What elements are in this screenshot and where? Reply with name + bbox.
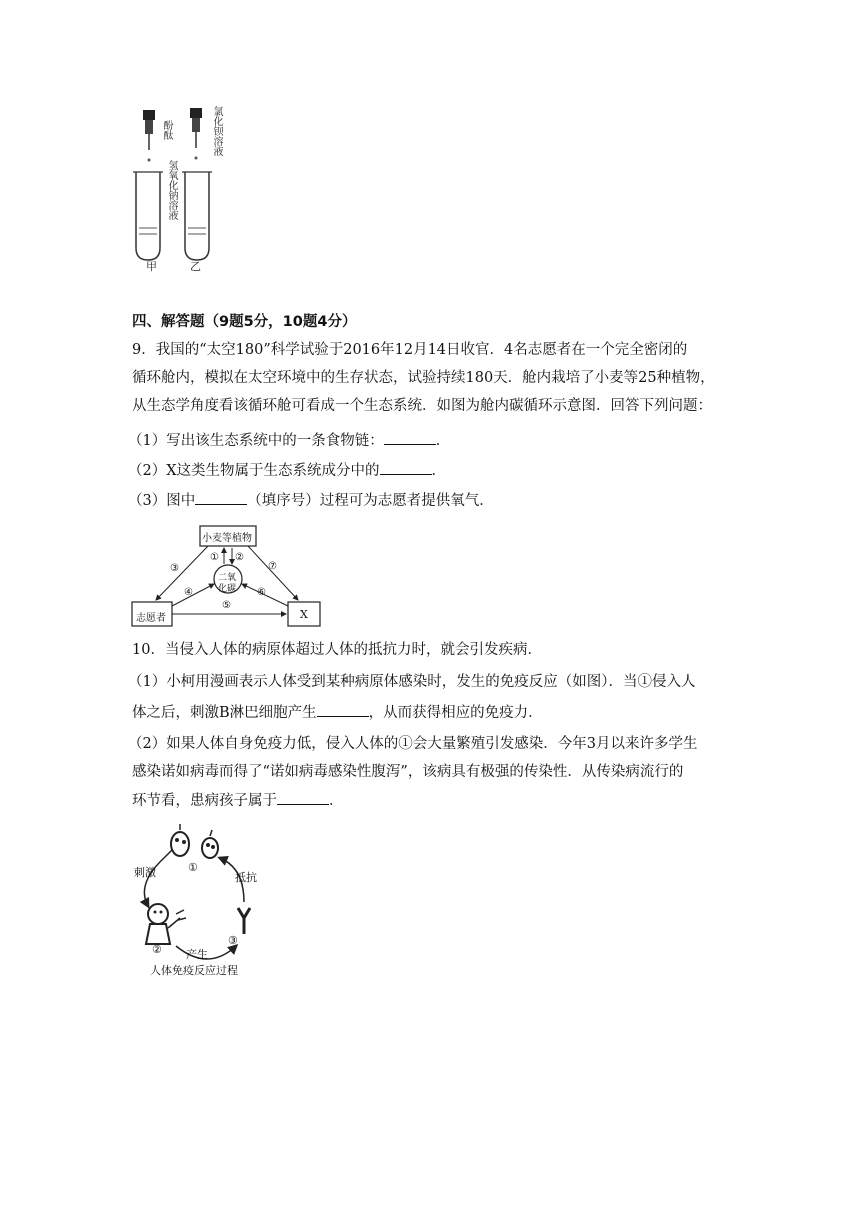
q9-part-2-end: ． bbox=[431, 463, 447, 479]
label-naoh: 氢氧化钠溶液 bbox=[166, 160, 177, 220]
q10-part-1-line-2 bbox=[132, 702, 543, 723]
q9-part-3-text: （3）图中 bbox=[128, 493, 196, 509]
label-num-2: ② bbox=[152, 943, 162, 956]
co2-label-1: 二氧 bbox=[218, 573, 237, 583]
label-resist: 抵抗 bbox=[235, 871, 257, 884]
q10-answer-blank-2[interactable] bbox=[277, 790, 329, 805]
volunteers-box-label: 志愿者 bbox=[136, 613, 166, 624]
q9-part-3 bbox=[128, 490, 494, 511]
x-box-label: X bbox=[300, 608, 308, 621]
q10-part-2-line-1: （2）如果人体自身免疫力低，侵入人体的①会大量繁殖引发感染．今年3月以来许多学生 bbox=[128, 736, 698, 752]
q9-part-2 bbox=[128, 460, 446, 481]
arrow-num-6: ⑥ bbox=[257, 587, 266, 598]
label-num-3: ③ bbox=[228, 934, 238, 947]
q9-answer-blank-3[interactable] bbox=[195, 490, 247, 505]
label-stimulate: 刺激 bbox=[134, 866, 156, 879]
section-heading: 四、解答题（9题5分，10题4分） bbox=[132, 314, 357, 330]
arrow-num-1: ① bbox=[210, 552, 219, 563]
q9-line-1: 9．我国的“太空180”科学试验于2016年12月14日收官．4名志愿者在一个完全密闭的 bbox=[132, 342, 688, 358]
q10-part-2-text: 环节看，患病孩子属于 bbox=[132, 793, 277, 809]
dropper-right-icon bbox=[190, 108, 202, 160]
q10-line-1: 10．当侵入人体的病原体超过人体的抵抗力时，就会引发疾病． bbox=[132, 642, 542, 658]
label-num-1: ① bbox=[188, 861, 198, 874]
label-produce: 产生 bbox=[186, 948, 208, 961]
q9-answer-blank-1[interactable] bbox=[384, 430, 436, 445]
label-jia: 甲 bbox=[146, 260, 157, 273]
q10-part-2-line-3 bbox=[132, 790, 344, 811]
q9-answer-blank-2[interactable] bbox=[380, 460, 432, 475]
immune-caption: 人体免疫反应过程 bbox=[150, 964, 238, 977]
q10-part-2-line-2: 感染诺如病毒而得了“诺如病毒感染性腹泻”，该病具有极强的传染性．从传染病流行的 bbox=[132, 764, 684, 780]
pathogen-icon bbox=[164, 824, 218, 858]
label-yi: 乙 bbox=[190, 260, 201, 273]
q9-part-1 bbox=[128, 430, 450, 451]
antibody-icon bbox=[238, 908, 250, 934]
dropper-left-icon bbox=[143, 110, 155, 162]
arrow-num-3: ③ bbox=[170, 563, 179, 574]
label-bacl2: 氯化钡溶液 bbox=[211, 106, 222, 156]
q10-part-1-text: 体之后，刺激B淋巴细胞产生 bbox=[132, 705, 317, 721]
q9-line-3: 从生态学角度看该循环舱可看成一个生态系统．如图为舱内碳循环示意图．回答下列问题： bbox=[132, 398, 712, 414]
q10-part-1-end: ，从而获得相应的免疫力． bbox=[368, 705, 543, 721]
arrow-num-7: ⑦ bbox=[268, 561, 277, 572]
q9-part-1-end: ． bbox=[435, 433, 451, 449]
q9-part-2-text: （2）X这类生物属于生态系统成分中的 bbox=[128, 463, 380, 479]
q9-part-3-end: （填序号）过程可为志愿者提供氧气． bbox=[247, 493, 494, 509]
plants-box-label: 小麦等植物 bbox=[202, 533, 252, 544]
co2-label-2: 化碳 bbox=[218, 584, 237, 594]
arrow-num-5: ⑤ bbox=[222, 600, 231, 611]
q9-part-1-text: （1）写出该生态系统中的一条食物链： bbox=[128, 433, 384, 449]
tube-right-icon bbox=[185, 172, 209, 260]
q10-part-2-end: ． bbox=[329, 793, 344, 809]
arrow-num-4: ④ bbox=[184, 587, 193, 598]
q9-line-2: 循环舱内，模拟在太空环境中的生存状态，试验持续180天．舱内栽培了小麦等25种植物， bbox=[132, 370, 715, 386]
arrow-num-2: ② bbox=[235, 552, 244, 563]
tube-left-icon bbox=[136, 172, 160, 260]
b-lymphocyte-icon bbox=[146, 904, 186, 944]
q10-part-1-line-1: （1）小柯用漫画表示人体受到某种病原体感染时，发生的免疫反应（如图）．当①侵入人 bbox=[128, 674, 696, 690]
label-phenolphthalein: 酚酞 bbox=[161, 120, 172, 140]
q10-answer-blank-1[interactable] bbox=[317, 702, 369, 717]
